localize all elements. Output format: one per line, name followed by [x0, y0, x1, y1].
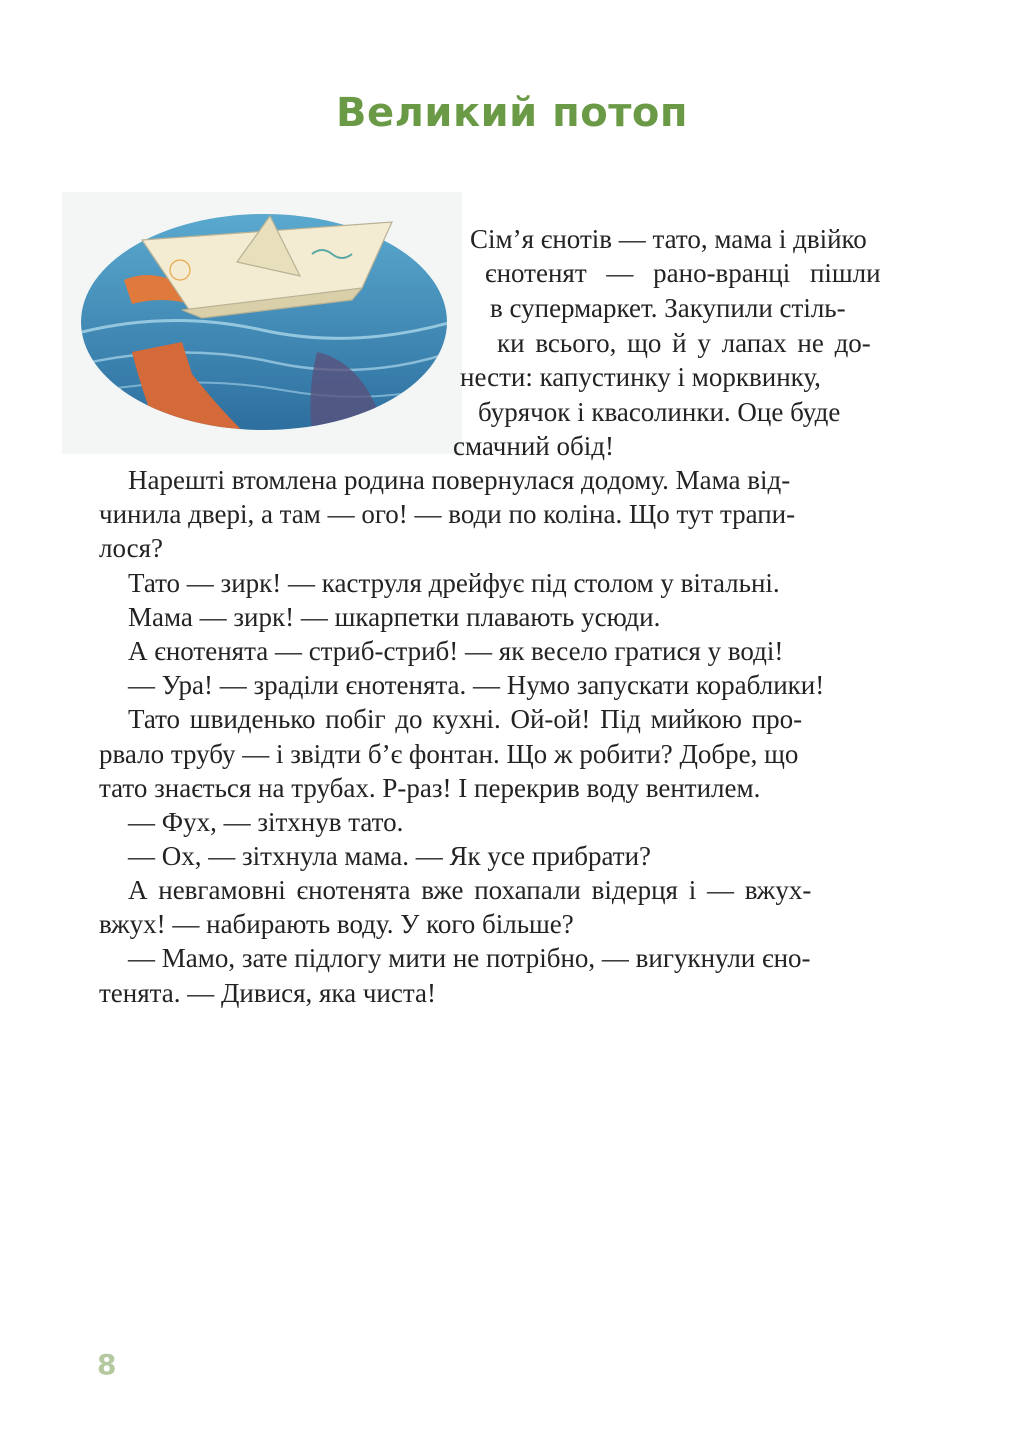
text-line: рвало трубу — і звідти б’є фонтан. Що ж робити? Добре, що [99, 739, 799, 769]
text-line: — Ох, — зітхнула мама. — Як усе прибрати? [128, 841, 652, 871]
text-line: А невгамовні єнотенята вже похапали відерця і — вжух- [128, 875, 812, 905]
text-line: — Ура! — зраділи єнотенята. — Нумо запускати кораблики! [128, 670, 825, 700]
text-line: Сім’я єнотів — тато, мама і двійко [470, 224, 867, 254]
text-line: лося? [99, 533, 164, 563]
text-line: в супермаркет. Закупили стіль- [490, 293, 846, 323]
text-line: Нарешті втомлена родина повернулася додому. Мама від- [128, 465, 791, 495]
text-line: — Фух, — зітхнув тато. [128, 807, 404, 837]
text-line: нести: капустинку і морквинку, [460, 362, 821, 392]
text-line: ки всього, що й у лапах не до- [497, 328, 871, 358]
text-line: Мама — зирк! — шкарпетки плавають усюди. [128, 602, 661, 632]
text-line: бурячок і квасолинки. Оце буде [478, 397, 841, 427]
page-number: 8 [97, 1348, 117, 1381]
text-line: чинила двері, а там — ого! — води по коліна. Що тут трапи- [99, 499, 796, 529]
paper-boat-illustration [62, 192, 462, 454]
text-line: Тато швиденько побіг до кухні. Ой-ой! Під мийкою про- [128, 704, 803, 734]
text-line: тато знається на трубах. Р-раз! І перекрив воду вентилем. [99, 773, 761, 803]
text-line: вжух! — набирають воду. У кого більше? [99, 909, 574, 939]
text-line: — Мамо, зате підлогу мити не потрібно, — вигукнули єно- [128, 943, 811, 973]
text-line: смачний обід! [453, 431, 614, 461]
text-line: єнотенят — рано-вранці пішли [485, 258, 881, 288]
text-line: А єнотенята — стриб-стриб! — як весело гратися у воді! [128, 636, 784, 666]
page-title: Великий потоп [336, 90, 688, 136]
text-line: тенята. — Дивися, яка чиста! [99, 978, 436, 1008]
text-line: Тато — зирк! — каструля дрейфує під столом у вітальні. [128, 568, 780, 598]
